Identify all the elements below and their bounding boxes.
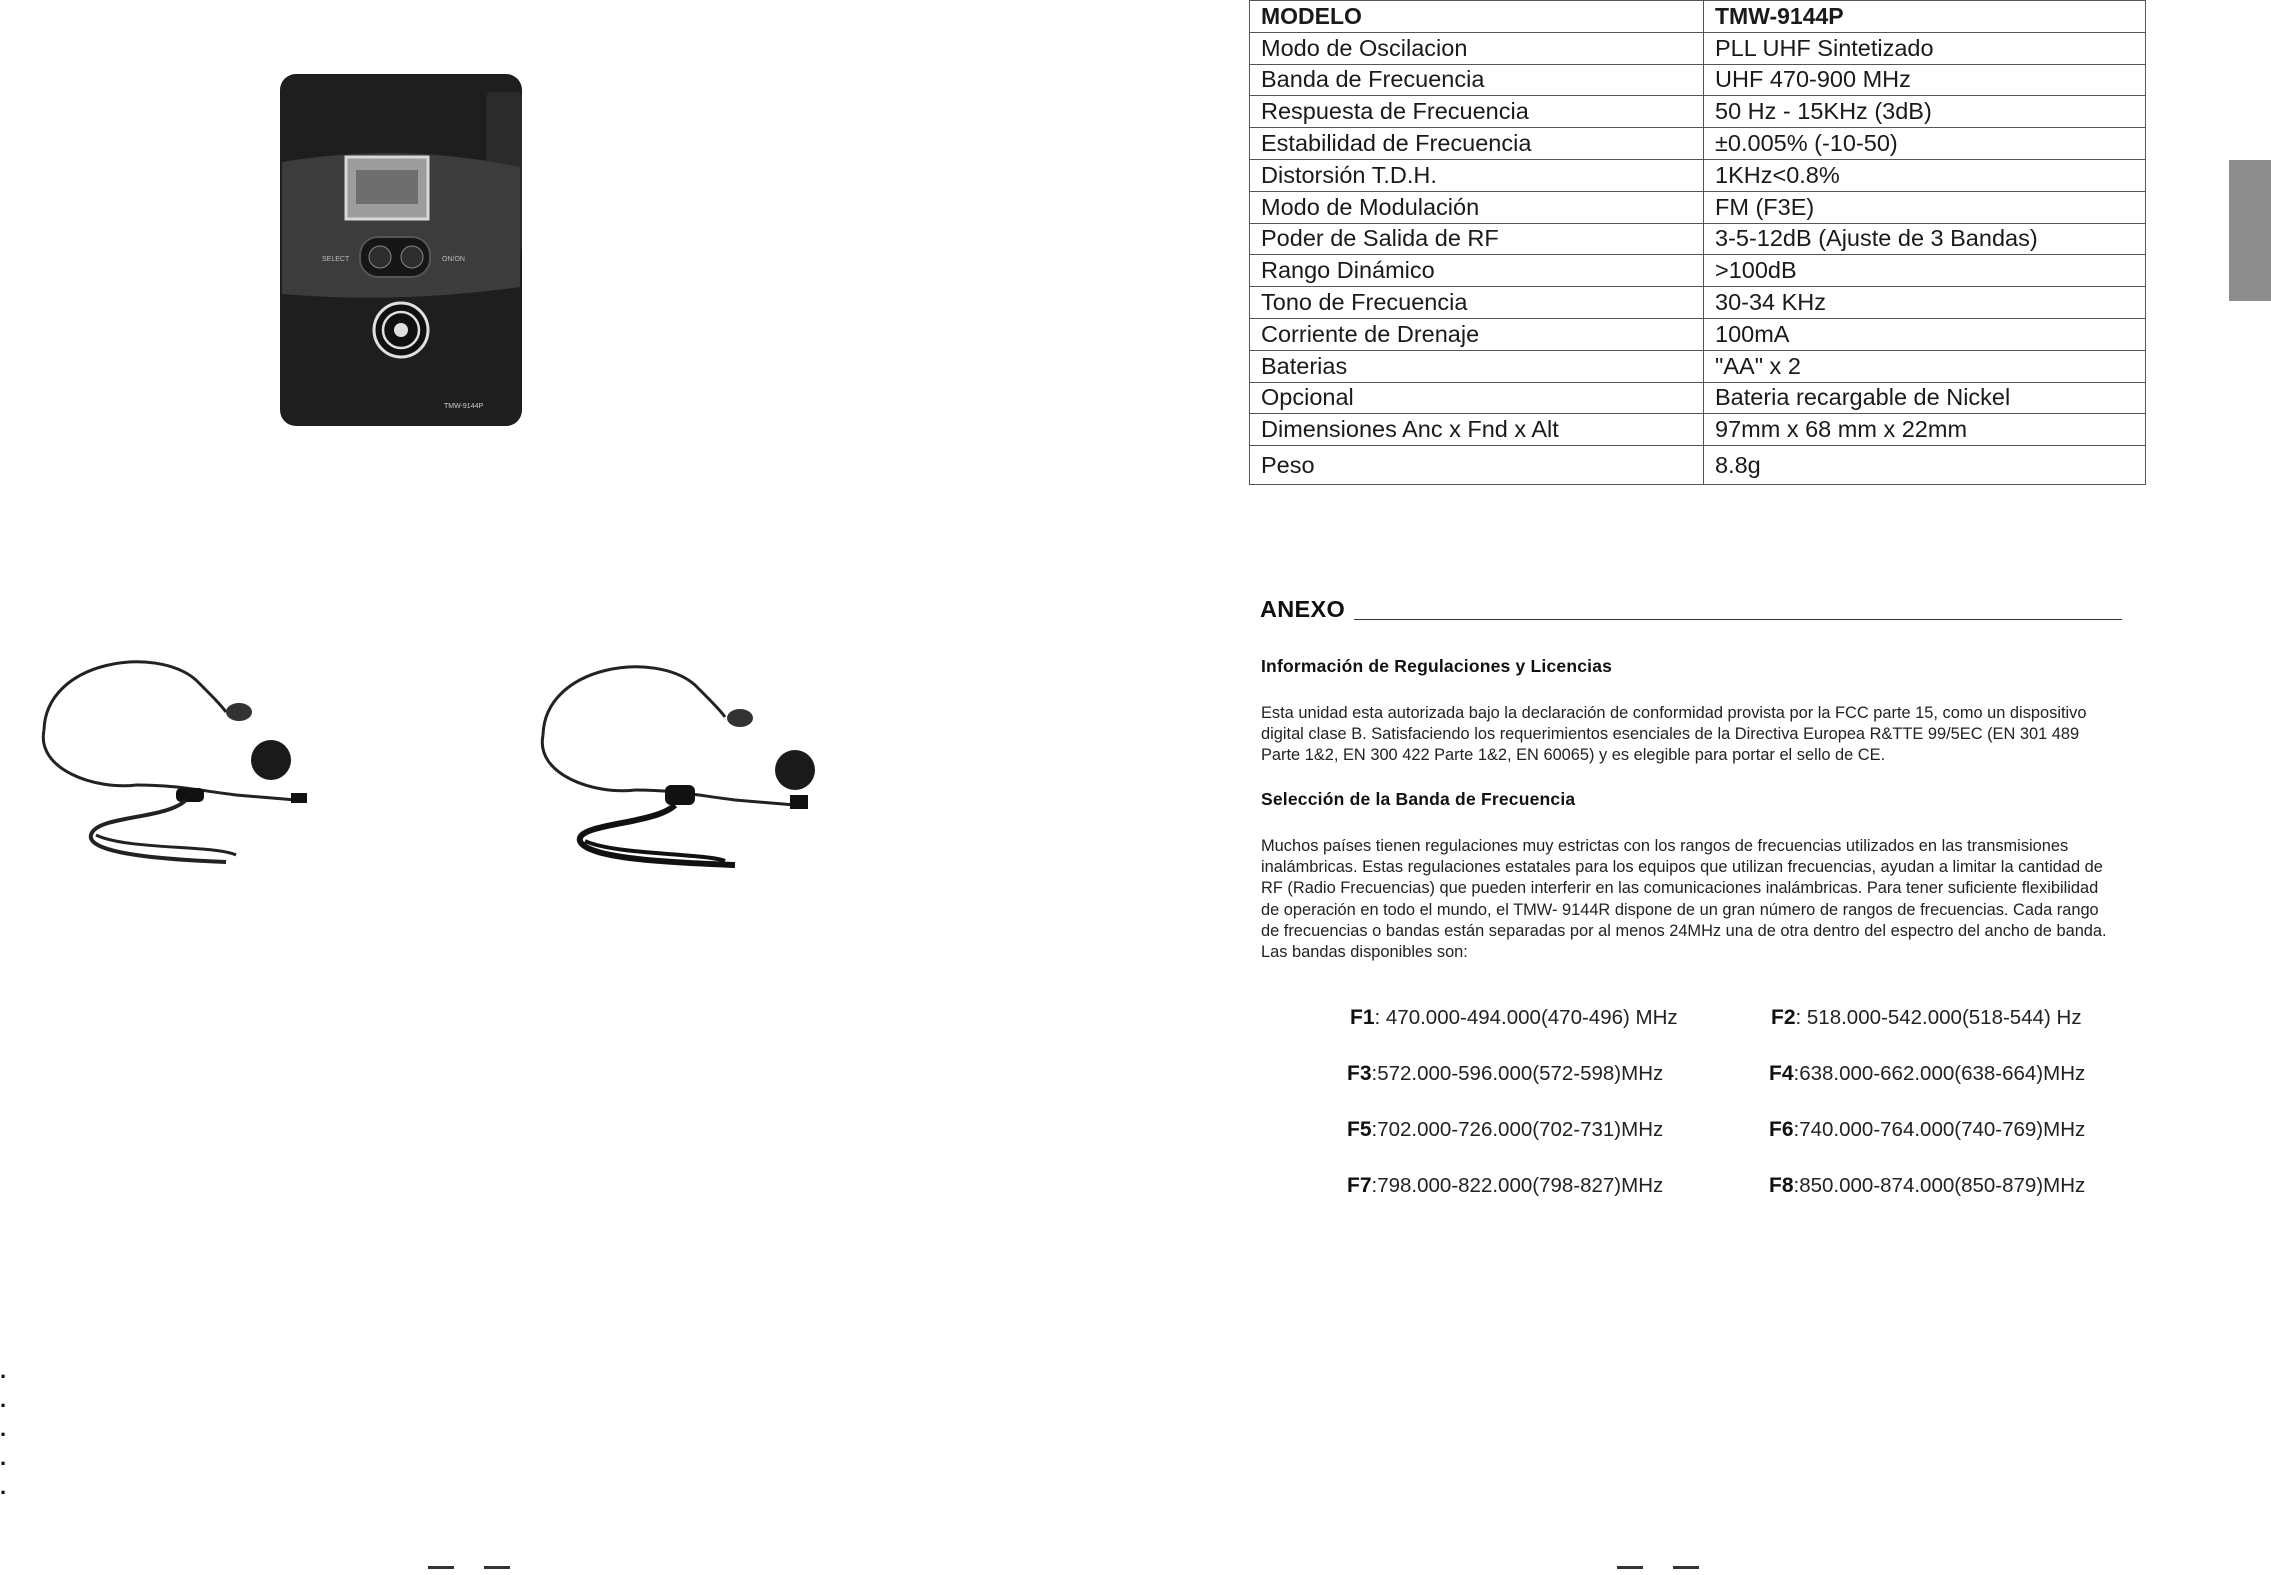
band-f5: F5:702.000-726.000(702-731)MHz [1347, 1118, 1664, 1141]
table-row [1250, 96, 2146, 128]
spec-value-cell: 30-34 KHz [1704, 287, 2146, 319]
page-number-mark [1673, 1566, 1699, 1569]
spec-value-cell: >100dB [1704, 255, 2146, 287]
spec-value-cell: 1KHz<0.8% [1704, 159, 2146, 191]
spec-value-cell: 8.8g [1704, 446, 2146, 485]
spec-label-cell: Modo de Modulación [1250, 191, 1704, 223]
annex-title: ANEXO [1260, 596, 1346, 622]
spec-value-cell: "AA" x 2 [1704, 350, 2146, 382]
bullet-marks: . . . . . [0, 1358, 7, 1499]
select-button-label: SELECT [322, 256, 350, 263]
spec-value-cell: 50 Hz - 15KHz (3dB) [1704, 96, 2146, 128]
table-row [1250, 159, 2146, 191]
transmitter-model-label: TMW-9144P [444, 403, 484, 410]
table-row [1250, 318, 2146, 350]
spec-label-cell: Baterias [1250, 350, 1704, 382]
spec-label-cell: Rango Dinámico [1250, 255, 1704, 287]
paragraph-line: inalámbricas. Estas regulaciones estatales para los equipos que utilizan frecuencias, ayudan a limitar la cantidad de [1261, 858, 2103, 877]
band-f2: F2: 518.000-542.000(518-544) Hz [1771, 1006, 2082, 1029]
table-row [1250, 414, 2146, 446]
spec-label-cell: Corriente de Drenaje [1250, 318, 1704, 350]
spec-value-cell: UHF 470-900 MHz [1704, 64, 2146, 96]
specifications-table [1249, 0, 2146, 485]
table-row [1250, 32, 2146, 64]
table-row [1250, 191, 2146, 223]
table-row [1250, 350, 2146, 382]
page-number-mark [484, 1566, 510, 1569]
band-f8: F8:850.000-874.000(850-879)MHz [1769, 1174, 2086, 1197]
spec-value-cell: PLL UHF Sintetizado [1704, 32, 2146, 64]
table-row [1250, 255, 2146, 287]
band-f4: F4:638.000-662.000(638-664)MHz [1769, 1062, 2086, 1085]
power-button-label: ON/ON [442, 256, 465, 263]
spec-label-cell: Tono de Frecuencia [1250, 287, 1704, 319]
table-row [1250, 446, 2146, 485]
page-number-mark [1617, 1566, 1643, 1569]
spec-label-cell: Dimensiones Anc x Fnd x Alt [1250, 414, 1704, 446]
regulations-heading: Información de Regulaciones y Licencias [1261, 656, 1613, 676]
paragraph-line: Las bandas disponibles son: [1261, 943, 1468, 962]
table-row [1250, 64, 2146, 96]
frequency-band-paragraph [1261, 836, 2201, 963]
spec-label-cell: Opcional [1250, 382, 1704, 414]
spec-value-cell: Bateria recargable de Nickel [1704, 382, 2146, 414]
spec-value-cell: 97mm x 68 mm x 22mm [1704, 414, 2146, 446]
header-cell-model: MODELO [1250, 1, 1704, 33]
table-row [1250, 223, 2146, 255]
frequency-band-heading: Selección de la Banda de Frecuencia [1261, 789, 1576, 809]
paragraph-line: de frecuencias o bandas están separadas por al menos 24MHz una de otra dentro del espectro del ancho de banda. [1261, 921, 2107, 940]
regulations-paragraph [1261, 703, 2201, 767]
band-f3: F3:572.000-596.000(572-598)MHz [1347, 1062, 1664, 1085]
spec-label-cell: Banda de Frecuencia [1250, 64, 1704, 96]
spec-label-cell: Estabilidad de Frecuencia [1250, 128, 1704, 160]
headset-microphone-image [535, 655, 825, 880]
spec-label-cell: Poder de Salida de RF [1250, 223, 1704, 255]
paragraph-line: de operación en todo el mundo, el TMW- 9144R dispone de un gran número de rangos de frecuencias. Cada rango [1261, 900, 2099, 919]
spec-label-cell: Respuesta de Frecuencia [1250, 96, 1704, 128]
spec-value-cell: 100mA [1704, 318, 2146, 350]
spec-label-cell: Peso [1250, 446, 1704, 485]
spec-label-cell: Distorsión T.D.H. [1250, 159, 1704, 191]
paragraph-line: Esta unidad esta autorizada bajo la declaración de conformidad provista por la FCC parte 15, como un dispositivo [1261, 704, 2087, 722]
header-cell-model-number: TMW-9144P [1704, 1, 2146, 33]
spec-value-cell: FM (F3E) [1704, 191, 2146, 223]
paragraph-line: Parte 1&2, EN 300 422 Parte 1&2, EN 60065) y es elegible para portar el sello de CE. [1261, 746, 1886, 765]
paragraph-line: RF (Radio Frecuencias) que pueden interferir en las comunicaciones inalámbricas. Para tener suficiente flexibilidad [1261, 879, 2099, 898]
transmitter-image [276, 72, 526, 428]
headset-microphone-image [36, 650, 326, 875]
spec-label-cell: Modo de Oscilacion [1250, 32, 1704, 64]
table-row [1250, 287, 2146, 319]
table-row [1250, 382, 2146, 414]
table-header-row [1250, 1, 2146, 33]
spec-value-cell: ±0.005% (-10-50) [1704, 128, 2146, 160]
page-number-mark [428, 1566, 454, 1569]
paragraph-line: Muchos países tienen regulaciones muy estrictas con los rangos de frecuencias utilizados en las transmisiones [1261, 837, 2069, 855]
band-f1: F1: 470.000-494.000(470-496) MHz [1350, 1006, 1678, 1029]
table-row [1250, 128, 2146, 160]
spec-value-cell: 3-5-12dB (Ajuste de 3 Bandas) [1704, 223, 2146, 255]
section-tab [2229, 160, 2271, 301]
paragraph-line: digital clase B. Satisfaciendo los requerimientos esenciales de la Directiva Europea R&TTE 99/5EC (EN 301 489 [1261, 725, 2080, 744]
annex-title-rule [1354, 619, 2122, 620]
band-f6: F6:740.000-764.000(740-769)MHz [1769, 1118, 2086, 1141]
band-f7: F7:798.000-822.000(798-827)MHz [1347, 1174, 1664, 1197]
